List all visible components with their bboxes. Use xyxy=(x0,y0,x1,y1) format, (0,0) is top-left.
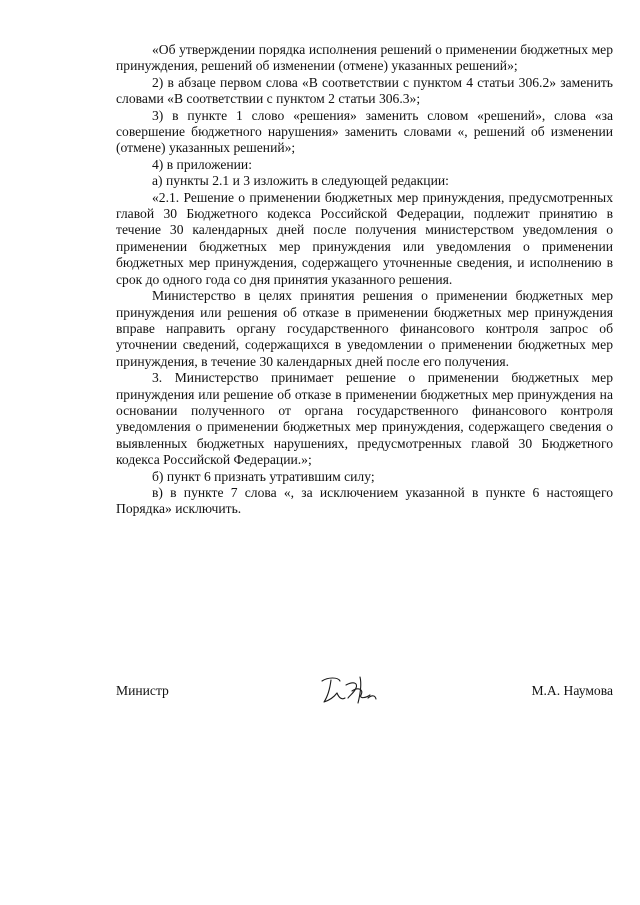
paragraph-clause-3: 3. Министерство принимает решение о применении бюджетных мер принуждения или решение об отказе в применении бюджетных мер принуждения на основании полученного от органа государственного финансового контроля уведомления о применении бюджетных мер принуждения, содержащего сведения о выявленных бюджетных нарушениях, предусмотренных главой 30 Бюджетного кодекса Российской Федерации.»; xyxy=(116,370,613,468)
paragraph-subitem-v: в) в пункте 7 слова «, за исключением указанной в пункте 6 настоящего Порядка» исключить. xyxy=(116,484,613,517)
handwritten-signature xyxy=(314,671,394,711)
paragraph-clause-2-1: «2.1. Решение о применении бюджетных мер принуждения, предусмотренных главой 30 Бюджетного кодекса Российской Федерации, подлежит принятию в течение 30 календарных дней после получения министерством уведомления о применении бюджетных мер принуждения или уведомления о применении бюджетных мер принуждения, содержащего уточненные сведения, и исполнению в срок до одного года со дня принятия указанного решения. xyxy=(116,189,613,287)
paragraph-subitem-a: а) пункты 2.1 и 3 изложить в следующей редакции: xyxy=(152,173,449,189)
document-body xyxy=(116,42,613,518)
paragraph-item-4: 4) в приложении: xyxy=(152,156,252,172)
paragraph-item-3: 3) в пункте 1 слово «решения» заменить словом «решений», слова «за совершение бюджетного нарушения» заменить словами «, решений об изменении (отмене) указанных решений»; xyxy=(116,107,613,156)
paragraph-order-title: «Об утверждении порядка исполнения решений о применении бюджетных мер принуждения, решений об изменении (отмене) указанных решений»; xyxy=(116,42,613,74)
paragraph-clause-2-1-continued: Министерство в целях принятия решения о применении бюджетных мер принуждения или решения об отказе в применении бюджетных мер принуждения вправе направить органу государственного финансового контроля запрос об уточнении сведений, содержащихся в уведомлении о применении бюджетных мер принуждения, в течение 30 календарных дней после его получения. xyxy=(116,288,613,369)
paragraph-item-2: 2) в абзаце первом слова «В соответствии с пунктом 4 статьи 306.2» заменить словами «В соответствии с пунктом 2 статьи 306.3»; xyxy=(116,74,613,107)
signature-block xyxy=(116,679,613,719)
paragraph-subitem-b: б) пункт 6 признать утратившим силу; xyxy=(152,468,375,484)
signatory-name: М.А. Наумова xyxy=(531,683,613,698)
signatory-title: Министр xyxy=(116,683,169,698)
